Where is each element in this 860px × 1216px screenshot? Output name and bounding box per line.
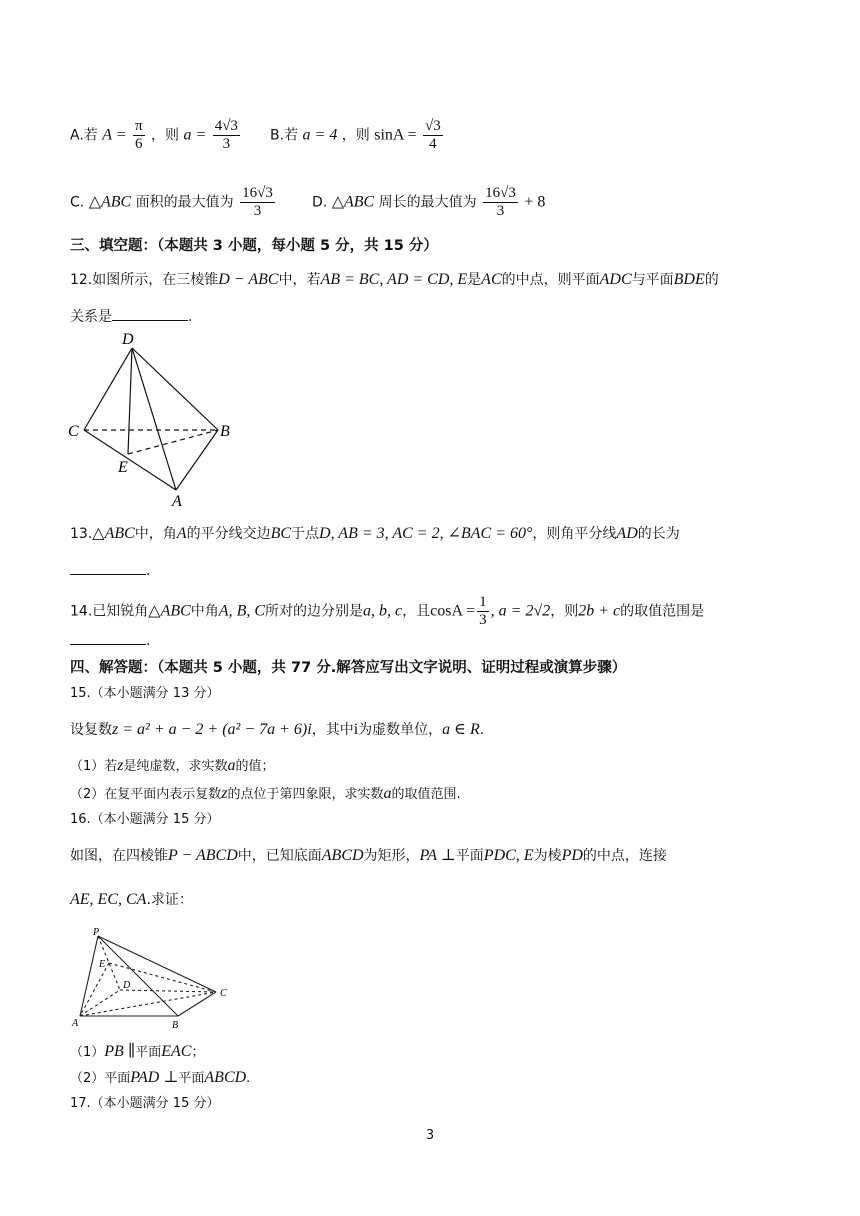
label-b: B (220, 423, 230, 440)
question-16-body: 如图，在四棱锥P − ABCD中，已知底面ABCD为矩形，PA ⊥平面PDC, E为棱PD的中点，连接 (70, 847, 667, 864)
label-c: C (68, 423, 79, 440)
fraction-pi-over-6: $\frac{\pi}{6}$ (134, 118, 143, 152)
section-3-heading: 三、填空题：（本题共 3 小题，每小题 5 分，共 15 分） (70, 238, 438, 254)
question-12: 12.如图所示，在三棱锥D − ABC中，若AB = BC, AD = CD, E是AC的中点，则平面ADC与平面BDE的 (70, 271, 719, 288)
label-a: A (72, 1018, 79, 1029)
question-13-line2: . (70, 560, 150, 581)
label-b: B (172, 1020, 179, 1031)
pyramid-figure (68, 924, 240, 1036)
question-16-part2: （2）平面PAD ⊥平面ABCD. (70, 1069, 251, 1086)
answer-blank-12[interactable] (112, 306, 188, 321)
fraction-sqrt3-over-4: $\frac{√3}{4}$ (425, 118, 441, 152)
label-d: D (122, 331, 134, 348)
option-d: D. △ABC 周长的最大值为 $\frac{16√3}{3}$ + 8 (312, 185, 546, 219)
label-e: E (118, 459, 128, 476)
fraction-16sqrt3-over-3-d: $\frac{16√3}{3}$ (485, 185, 516, 219)
label-d: D (123, 980, 131, 991)
fraction-1-over-3: $\frac{1}{3}$ (479, 594, 487, 628)
label-e: E (99, 959, 106, 970)
question-15-body: 设复数z = a² + a − 2 + (a² − 7a + 6)i，其中i为虚数单位，a ∈ R. (70, 721, 485, 738)
label-a: A (172, 493, 182, 508)
section-4-heading: 四、解答题：（本题共 5 小题，共 77 分.解答应写出文字说明、证明过程或演算步骤） (70, 660, 627, 676)
option-a: A.若 A = $\frac{\pi}{6}$ ，则 a = $\frac{4√3}{3}$ (70, 118, 238, 152)
question-13: 13.△ABC中，角A的平分线交边BC于点D, AB = 3, AC = 2, ∠BAC = 60°，则角平分线AD的长为 (70, 525, 680, 542)
answer-blank-14[interactable] (70, 630, 146, 645)
question-16-heading: 16.（本小题满分 15 分） (70, 812, 220, 827)
question-16-line2: AE, EC, CA.求证： (70, 891, 193, 908)
fraction-4sqrt3-over-3: $\frac{4√3}{3}$ (214, 118, 238, 152)
question-17-heading: 17.（本小题满分 15 分） (70, 1096, 220, 1111)
question-14-line2: . (70, 630, 150, 651)
question-14: 14.已知锐角△ABC中角A, B, C所对的边分别是a, b, c，且cosA = $\frac{1}{3}$ , a = 2√2，则2b + c的取值范围是 (70, 594, 705, 628)
label-c: C (220, 988, 227, 999)
question-15-part1: （1）若z是纯虚数，求实数a的值； (70, 757, 275, 774)
answer-blank-13[interactable] (70, 560, 146, 575)
option-b: B.若 a = 4 ，则 sinA = $\frac{√3}{4}$ (270, 118, 441, 152)
fraction-16sqrt3-over-3: $\frac{16√3}{3}$ (242, 185, 273, 219)
question-16-part1: （1）PB ∥平面EAC； (70, 1043, 205, 1060)
tetrahedron-figure (62, 330, 252, 508)
page-number: 3 (425, 1128, 435, 1143)
question-15-heading: 15.（本小题满分 13 分） (70, 686, 220, 701)
option-c: C. △ABC 面积的最大值为 $\frac{16√3}{3}$ (70, 185, 273, 219)
question-12-line2: 关系是 . (70, 306, 192, 327)
question-15-part2: （2）在复平面内表示复数z的点位于第四象限，求实数a的取值范围. (70, 785, 461, 802)
label-p: P (93, 927, 100, 938)
